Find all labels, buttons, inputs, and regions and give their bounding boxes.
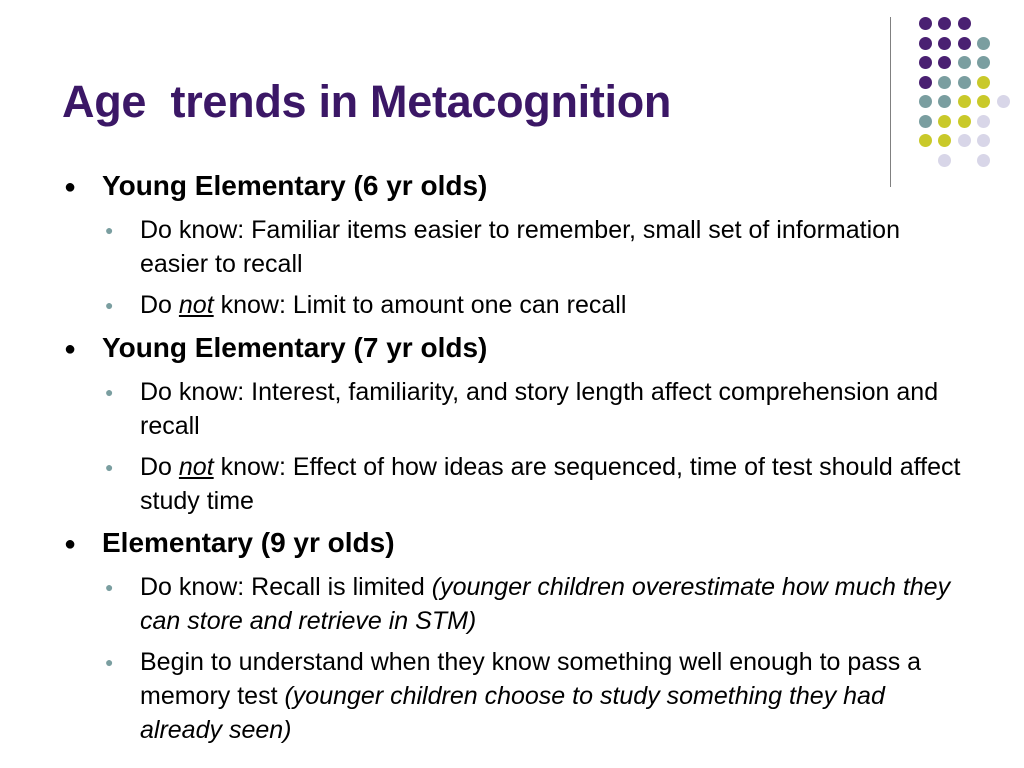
bullet-icon: ● <box>64 176 77 198</box>
list-item <box>105 213 970 281</box>
item-text-suffix: know: Effect of how ideas are sequenced, time of test should affect study time <box>140 453 961 515</box>
item-text-prefix: Do know: Recall is limited <box>140 573 432 601</box>
item-text-italic: (younger children overestimate how much they can store and retrieve in STM) <box>140 573 951 635</box>
section-heading-text: Young Elementary (7 yr olds) <box>102 332 488 363</box>
list-item <box>105 645 970 747</box>
section-heading-text: Young Elementary (6 yr olds) <box>102 170 488 201</box>
list-item <box>105 570 970 638</box>
bullet-icon: ● <box>105 297 114 313</box>
list-item <box>105 375 970 443</box>
bullet-icon: ● <box>64 533 77 555</box>
item-text-emphasis: not <box>178 291 214 319</box>
slide-title: Age trends in Metacognition <box>62 76 672 127</box>
list-item <box>105 450 970 518</box>
bullet-icon: ● <box>105 654 114 670</box>
bullet-icon: ● <box>105 459 114 475</box>
bullet-icon: ● <box>105 222 114 238</box>
section-heading <box>64 170 488 202</box>
bullet-icon: ● <box>105 579 114 595</box>
item-text-suffix: know: Limit to amount one can recall <box>213 291 627 319</box>
list-item <box>105 288 970 322</box>
section-heading-text: Elementary (9 yr olds) <box>102 527 395 558</box>
section-heading <box>64 527 395 559</box>
bullet-icon: ● <box>105 384 114 400</box>
section-heading <box>64 332 488 364</box>
item-text: Do know: Interest, familiarity, and story length affect comprehension and recall <box>140 378 939 440</box>
item-text-prefix: Do <box>140 291 179 319</box>
item-text-prefix: Do <box>140 453 179 481</box>
item-text-prefix: Begin to understand when they know something well enough to pass a memory test <box>140 648 922 710</box>
bullet-icon: ● <box>64 338 77 360</box>
item-text-emphasis: not <box>178 453 214 481</box>
item-text-italic: (younger children choose to study something they had already seen) <box>140 682 885 744</box>
item-text: Do know: Familiar items easier to remember, small set of information easier to recall <box>140 216 900 278</box>
